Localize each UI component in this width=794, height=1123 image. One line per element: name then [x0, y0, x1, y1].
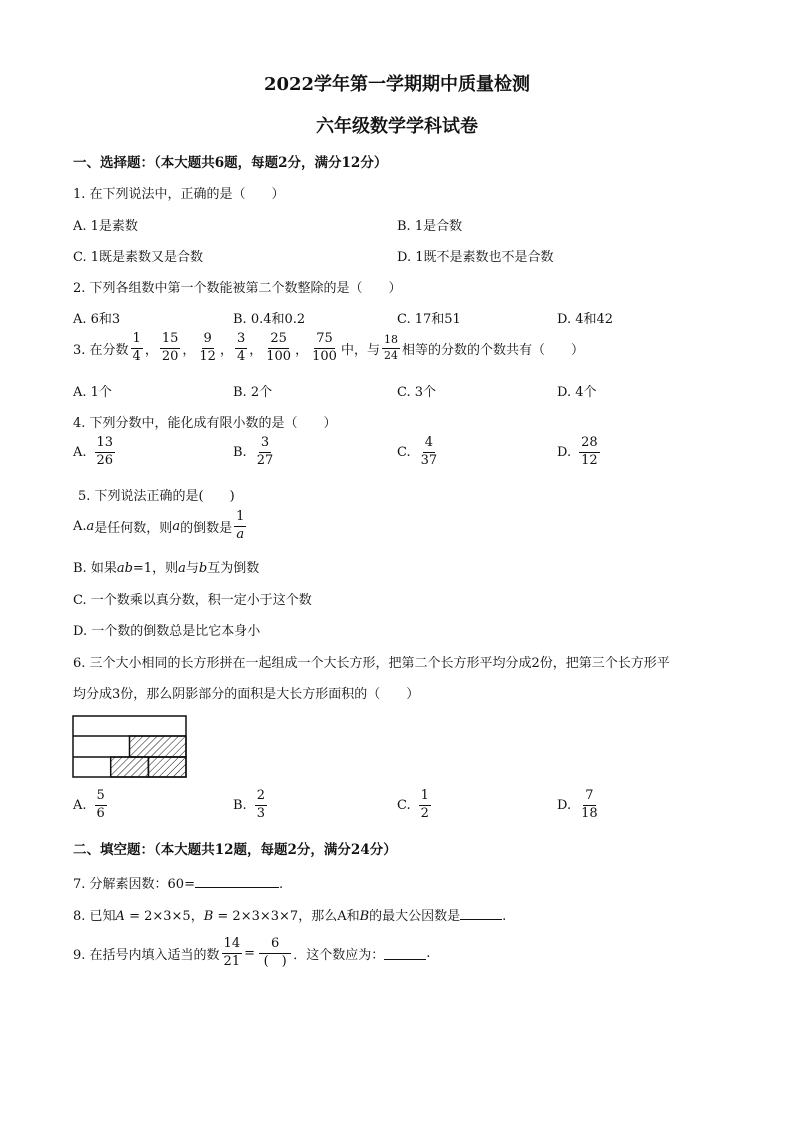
fraction-denominator: 4: [132, 348, 141, 364]
q3-fraction-3: [197, 332, 218, 365]
q6-option-b: [233, 789, 269, 822]
option-label: B.: [233, 444, 247, 460]
option-label: A.: [73, 518, 87, 534]
fraction-denominator: 27: [256, 452, 274, 468]
question-text: .: [278, 877, 284, 892]
reciprocal-fraction: [234, 510, 246, 543]
right-fraction: [259, 937, 291, 970]
fraction-denominator: 6: [96, 805, 105, 821]
question-7: [73, 873, 283, 892]
fraction-numerator: 14: [222, 937, 243, 954]
option-label: D.: [557, 797, 572, 813]
q5-option-c: C. 一个数乘以真分数，积一定小于这个数: [73, 593, 312, 608]
shaded-third: [111, 757, 149, 777]
q6-option-d: [557, 789, 602, 822]
question-2-stem: 2. 下列各组数中第一个数能被第二个数整除的是（ ）: [73, 281, 402, 296]
q2-option-c: C. 17和51: [397, 312, 461, 327]
option-text: 的倒数是: [180, 520, 233, 536]
fraction-denominator: a: [236, 526, 245, 542]
fraction-denominator[interactable]: ( ): [263, 953, 287, 969]
fraction-denominator: 26: [96, 452, 114, 468]
fraction-numerator: 2: [255, 789, 267, 806]
q6-option-a: [73, 789, 109, 822]
expression: = 2×3×3×7: [213, 909, 299, 924]
variable-a: a: [172, 518, 181, 534]
separator: ，: [182, 342, 196, 358]
q3-option-c: C. 3个: [397, 385, 437, 400]
option-fraction: [419, 436, 440, 469]
q1-option-d: D. 1既不是素数也不是合数: [397, 250, 554, 265]
fraction-numerator: 1: [234, 510, 246, 527]
q1-option-a: A. 1是素数: [73, 219, 138, 234]
question-text: 8. 已知: [73, 909, 116, 924]
q3-fraction-4: [235, 332, 247, 365]
variable-a: a: [86, 518, 95, 534]
variable-B: B: [359, 909, 370, 924]
fraction-numerator: 75: [314, 332, 335, 349]
question-text: 的最大公因数是: [369, 909, 461, 924]
question-8: [73, 905, 506, 924]
exam-title: 2022学年第一学期期中质量检测: [263, 74, 531, 95]
option-label: D.: [557, 444, 572, 460]
fraction-denominator: 2: [420, 805, 429, 821]
separator: ，: [144, 342, 158, 358]
q3-suffix: 相等的分数的个数共有（ ）: [401, 342, 584, 358]
q3-middle: 中，与: [340, 342, 380, 358]
q3-option-d: D. 4个: [557, 385, 597, 400]
option-fraction: [579, 789, 600, 822]
section-heading-choice: 一、选择题：（本大题共6题，每题2分，满分12分）: [73, 155, 388, 171]
shaded-third: [148, 757, 186, 777]
question-6-line-1: 6. 三个大小相同的长方形拼在一起组成一个大长方形，把第二个长方形平均分成2份，把第三个长方形平: [73, 656, 670, 671]
separator: ，: [249, 342, 263, 358]
q3-target-fraction: [382, 334, 400, 362]
question-text: .: [502, 909, 507, 924]
q3-option-a: A. 1个: [73, 385, 112, 400]
q5-option-d: D. 一个数的倒数总是比它本身小: [73, 624, 261, 639]
left-fraction: [222, 937, 243, 970]
question-text: 9. 在括号内填入适当的数: [73, 947, 220, 963]
question-text: 7. 分解素因数：60=: [73, 877, 195, 892]
fraction-denominator: 100: [312, 348, 337, 364]
fraction-denominator: 3: [256, 805, 265, 821]
option-text: =1，则: [132, 561, 179, 576]
option-label: C.: [397, 444, 411, 460]
option-fraction: [255, 789, 267, 822]
question-5-stem: 5. 下列说法正确的是( ): [78, 489, 235, 504]
option-fraction: [579, 436, 600, 469]
fraction-numerator: 1: [131, 332, 143, 349]
option-fraction: [419, 789, 431, 822]
option-label: A.: [73, 444, 87, 460]
fraction-denominator: 37: [420, 452, 438, 468]
fraction-numerator: 9: [202, 332, 214, 349]
q4-option-b: [233, 436, 277, 469]
q1-option-c: C. 1既是素数又是合数: [73, 250, 204, 265]
fraction-denominator: 12: [581, 452, 598, 468]
answer-blank[interactable]: [384, 947, 426, 960]
q3-fraction-6: [310, 332, 339, 365]
answer-blank[interactable]: [460, 907, 502, 920]
fraction-numerator: 28: [579, 436, 600, 453]
option-text: 与: [185, 561, 199, 576]
q2-option-a: A. 6和3: [73, 312, 121, 327]
fraction-denominator: 24: [383, 348, 398, 362]
q3-fraction-5: [264, 332, 293, 365]
option-text: 是任何数，则: [94, 520, 173, 536]
q3-fraction-1: [131, 332, 143, 365]
fraction-denominator: 18: [581, 805, 598, 821]
variable-ab: ab: [116, 561, 133, 576]
fraction-denominator: 20: [161, 348, 179, 364]
q6-option-c: [397, 789, 433, 822]
question-6-line-2: 均分成3份，那么阴影部分的面积是大长方形面积的（ ）: [73, 687, 420, 702]
shaded-half: [130, 736, 187, 757]
fraction-numerator: 1: [419, 789, 431, 806]
q3-prefix: 3. 在分数: [73, 342, 129, 358]
fraction-numerator: 15: [160, 332, 181, 349]
question-3-stem: [73, 332, 584, 365]
variable-B: B: [203, 909, 214, 924]
fraction-numerator: 5: [95, 789, 107, 806]
fraction-numerator: 18: [382, 334, 400, 349]
expression: = 2×3×5，: [124, 909, 204, 924]
fraction-numerator: 13: [95, 436, 116, 453]
option-label: C.: [397, 797, 411, 813]
fraction-numerator: 25: [268, 332, 289, 349]
equals-sign: =: [244, 945, 255, 961]
section-heading-fill: 二、填空题：（本大题共12题，每题2分，满分24分）: [73, 842, 397, 858]
fraction-denominator: 100: [266, 348, 292, 364]
fraction-numerator: 6: [259, 937, 291, 954]
q5-option-a: [73, 510, 248, 543]
q2-option-b: B. 0.4和0.2: [233, 312, 306, 327]
variable-a: a: [178, 561, 186, 576]
question-text: ．这个数应为：: [293, 947, 385, 963]
option-fraction: [95, 789, 107, 822]
option-label: A.: [73, 797, 87, 813]
answer-blank[interactable]: [195, 875, 279, 888]
q4-option-c: [397, 436, 441, 469]
q4-option-d: [557, 436, 602, 469]
rectangle-diagram: [72, 715, 188, 779]
q1-option-b: B. 1是合数: [397, 219, 463, 234]
question-text: ，那么A和: [298, 909, 360, 924]
q4-option-a: [73, 436, 117, 469]
q5-option-b: [73, 557, 259, 576]
option-fraction: [95, 436, 116, 469]
fraction-numerator: 3: [235, 332, 247, 349]
fraction-denominator: 4: [236, 348, 246, 364]
separator: ，: [219, 342, 233, 358]
fraction-numerator: 3: [259, 436, 271, 453]
fraction-denominator: 12: [199, 348, 216, 364]
fraction-numerator: 4: [423, 436, 435, 453]
q2-option-d: D. 4和42: [557, 312, 614, 327]
variable-A: A: [115, 909, 125, 924]
exam-subtitle: 六年级数学学科试卷: [316, 116, 478, 137]
question-1-stem: 1. 在下列说法中，正确的是（ ）: [73, 187, 285, 202]
option-text: 互为倒数: [207, 561, 260, 576]
variable-b: b: [198, 561, 208, 576]
fraction-denominator: 21: [223, 953, 241, 969]
option-label: B.: [233, 797, 247, 813]
option-fraction: [255, 436, 276, 469]
separator: ，: [295, 342, 309, 358]
question-4-stem: 4. 下列分数中，能化成有限小数的是（ ）: [73, 416, 337, 431]
question-9: [73, 937, 430, 970]
fraction-numerator: 7: [583, 789, 595, 806]
q3-fraction-2: [160, 332, 181, 365]
q3-option-b: B. 2个: [233, 385, 273, 400]
option-text: B. 如果: [73, 561, 117, 576]
question-text: .: [426, 945, 431, 961]
